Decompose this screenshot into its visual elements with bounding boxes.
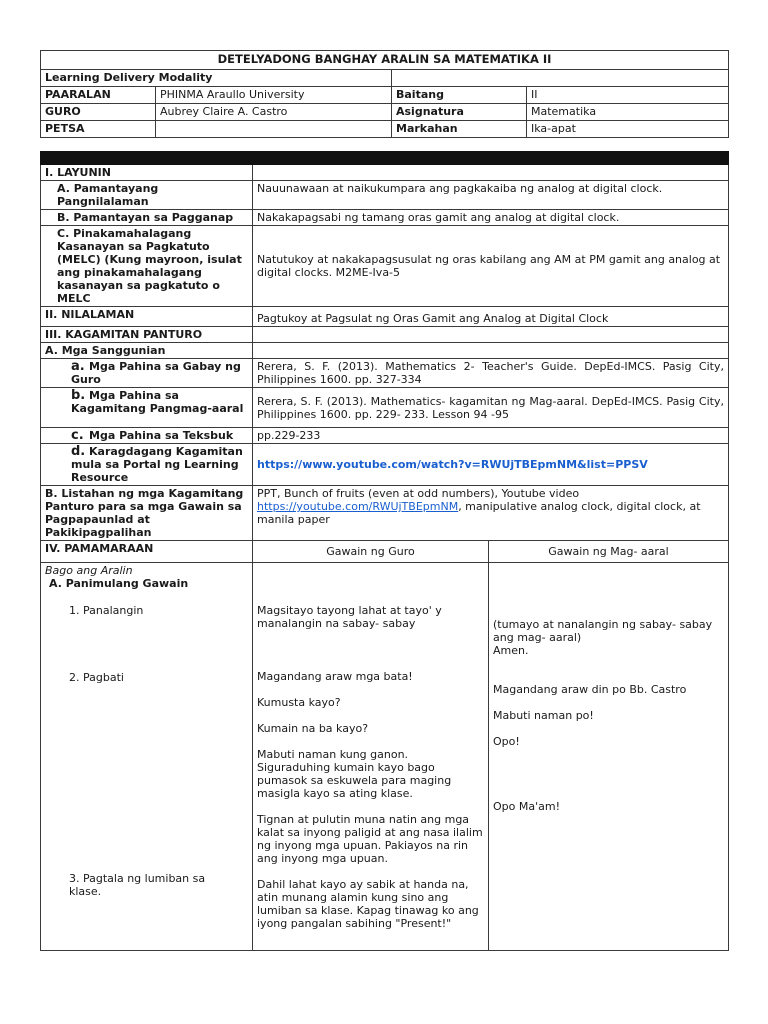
layunin-heading: I. LAYUNIN [41, 165, 253, 181]
petsa-label: PETSA [41, 121, 156, 138]
header-row [41, 121, 729, 138]
gawain-magaaral-header: Gawain ng Mag- aaral [489, 541, 729, 563]
gabay-guro-value: Rerera, S. F. (2013). Mathematics 2- Teacher's Guide. DepEd-IMCS. Pasig City, Philippines 1600. pp. 327-334 [253, 359, 729, 388]
ldm-value [392, 70, 729, 87]
magaaral-line: Magandang araw din po Bb. Castro [493, 683, 687, 696]
ldm-label: Learning Delivery Modality [41, 70, 392, 87]
melc-value: Natutukoy at nakakapagsusulat ng oras kabilang ang AM at PM gamit ang analog at digital clocks. M2ME-Iva-5 [253, 226, 729, 307]
portal-value [253, 444, 729, 486]
pamantayang-pangnilalaman-label: A. Pamantayang Pangnilalaman [41, 181, 253, 210]
header-table [40, 50, 729, 138]
guro-line: Tignan at pulutin muna natin ang mga kalat sa inyong paligid at ang nasa ilalim ng inyong mga upuan. Pakiayos na rin ang inyong mga upuan. [257, 813, 483, 865]
pamamaraan-heading: IV. PAMAMARAAN [41, 541, 253, 563]
baitang-value: II [527, 87, 729, 104]
guro-label: GURO [41, 104, 156, 121]
item-label: Mga Pahina sa Kagamitang Pangmag-aaral [71, 389, 244, 415]
listahan-label: B. Listahan ng mga Kagamitang Panturo para sa mga Gawain sa Pagpapaunlad at Pakikipagpalihan [41, 486, 253, 541]
guro-line: Kumusta kayo? [257, 696, 341, 709]
item-letter: b. [71, 388, 86, 403]
markahan-value: Ika-apat [527, 121, 729, 138]
kagamitan-heading: III. KAGAMITAN PANTURO [41, 327, 253, 343]
guro-value: Aubrey Claire A. Castro [156, 104, 392, 121]
pamantayang-pangnilalaman-value: Nauunawaan at naikukumpara ang pagkakaiba ng analog at digital clock. [253, 181, 729, 210]
item-letter: a. [71, 359, 85, 374]
markahan-label: Markahan [392, 121, 527, 138]
baitang-label: Baitang [392, 87, 527, 104]
nilalaman-value: Pagtukoy at Pagsulat ng Oras Gamit ang Analog at Digital Clock [253, 307, 729, 327]
main-table [40, 151, 729, 951]
black-header-bar [41, 152, 729, 165]
gawain-guro-column [253, 563, 489, 951]
gawain-magaaral-column [489, 563, 729, 951]
paaralan-label: PAARALAN [41, 87, 156, 104]
step-pagbati: 2. Pagbati [69, 671, 124, 684]
panimulang-gawain: A. Panimulang Gawain [49, 577, 189, 590]
item-label: Mga Pahina sa Gabay ng Guro [71, 360, 241, 386]
header-row [41, 104, 729, 121]
bago-ang-aralin: Bago ang Aralin [45, 564, 133, 577]
teksbuk-label [41, 428, 253, 444]
kagamitang-pangmagaaral-value: Rerera, S. F. (2013). Mathematics- kagamitan ng Mag-aaral. DepEd-IMCS. Pasig City, Philippines 1600. pp. 229- 233. Lesson 94 -95 [253, 388, 729, 428]
melc-label: C. Pinakamahalagang Kasanayan sa Pagkatuto (MELC) (Kung mayroon, isulat ang pinakamahalagang kasanayan sa pagkatuto o MELC [41, 226, 253, 307]
item-letter: d. [71, 444, 86, 459]
guro-line: Dahil lahat kayo ay sabik at handa na, atin munang alamin kung sino ang lumiban sa klase. Kapag tinawag ko ang iyong pangalan sabihing "Present!" [257, 878, 479, 930]
pamantayan-pagganap-label: B. Pamantayan sa Pagganap [41, 210, 253, 226]
item-letter: c. [71, 428, 84, 443]
gawain-guro-header: Gawain ng Guro [253, 541, 489, 563]
youtube-link[interactable]: https://youtube.com/RWUjTBEpmNM [257, 500, 459, 513]
pamantayan-pagganap-value: Nakakapagsabi ng tamang oras gamit ang analog at digital clock. [253, 210, 729, 226]
item-label: Karagdagang Kagamitan mula sa Portal ng Learning Resource [71, 445, 243, 484]
step-panalangin: 1. Panalangin [69, 604, 144, 617]
portal-label [41, 444, 253, 486]
listahan-value [253, 486, 729, 541]
listahan-text-post: , manipulative analog clock, digital clock, at manila paper [257, 500, 701, 526]
magaaral-line: Opo Ma'am! [493, 800, 560, 813]
header-row [41, 87, 729, 104]
gabay-guro-label [41, 359, 253, 388]
guro-line: Magsitayo tayong lahat at tayo' y manalangin na sabay- sabay [257, 604, 442, 630]
asignatura-label: Asignatura [392, 104, 527, 121]
guro-line: Kumain na ba kayo? [257, 722, 369, 735]
teksbuk-value: pp.229-233 [253, 428, 729, 444]
sanggunian-label: A. Mga Sanggunian [41, 343, 253, 359]
pamamaraan-steps [41, 563, 253, 951]
petsa-value [156, 121, 392, 138]
step-pagtala: 3. Pagtala ng lumiban sa klase. [69, 872, 206, 898]
listahan-text: PPT, Bunch of fruits (even at odd numbers), Youtube video [257, 487, 580, 500]
nilalaman-heading: II. NILALAMAN [41, 307, 253, 327]
portal-link[interactable]: https://www.youtube.com/watch?v=RWUjTBEpmNM&list=PPSV [257, 458, 648, 471]
document-title: DETELYADONG BANGHAY ARALIN SA MATEMATIKA II [41, 51, 729, 70]
magaaral-line: Amen. [493, 644, 529, 657]
paaralan-value: PHINMA Araullo University [156, 87, 392, 104]
magaaral-line: (tumayo at nanalangin ng sabay- sabay ang mag- aaral) [493, 618, 713, 644]
guro-line: Mabuti naman kung ganon. Siguraduhing kumain kayo bago pumasok sa eskuwela para maging masigla kayo sa ating klase. [257, 748, 452, 800]
asignatura-value: Matematika [527, 104, 729, 121]
kagamitang-pangmagaaral-label [41, 388, 253, 428]
item-label: Mga Pahina sa Teksbuk [89, 429, 234, 442]
magaaral-line: Opo! [493, 735, 520, 748]
magaaral-line: Mabuti naman po! [493, 709, 594, 722]
guro-line: Magandang araw mga bata! [257, 670, 413, 683]
